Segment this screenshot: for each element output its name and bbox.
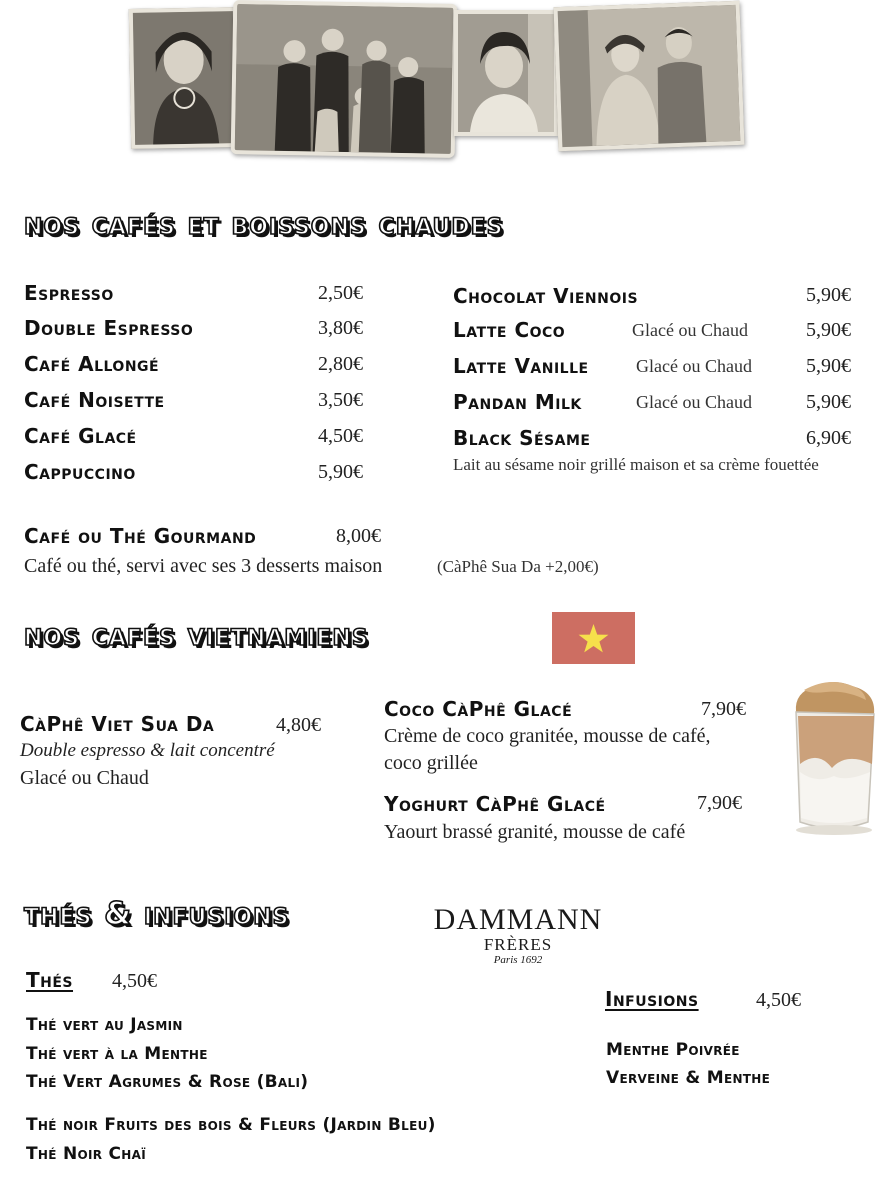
menu-item-yoghurt-caphe-glace: Yoghurt CàPhê Glacé (384, 792, 606, 816)
infusion-item-menthe-poivree: Menthe Poivrée (606, 1040, 740, 1060)
tea-item-noir-chai: Thé Noir Chaï (26, 1144, 146, 1164)
vintage-photo-couple (554, 1, 745, 151)
menu-item-chocolat-viennois: Chocolat Viennois (453, 284, 639, 308)
label-infusions: Infusions (605, 987, 699, 1011)
vintage-photo-family (231, 0, 458, 158)
section-title-hot-drinks: nos cafés et boissons chaudes (24, 206, 504, 242)
price-black-sesame: 6,90€ (806, 427, 851, 449)
price-yoghurt-caphe-glace: 7,90€ (697, 792, 742, 814)
family-group-image (235, 4, 454, 154)
menu-item-latte-vanille: Latte Vanille (453, 354, 589, 378)
price-double-espresso: 3,80€ (318, 317, 363, 339)
price-coco-caphe-glace: 7,90€ (701, 698, 746, 720)
price-chocolat-viennois: 5,90€ (806, 284, 851, 306)
brand-sub: FRÈRES (483, 935, 553, 954)
note-gourmand-extra: (CàPhê Sua Da +2,00€) (437, 557, 599, 576)
desc-gourmand: Café ou thé, servi avec ses 3 desserts maison (24, 555, 383, 577)
price-pandan-milk: 5,90€ (806, 391, 851, 413)
tea-item-vert-agrumes-rose: Thé Vert Agrumes & Rose (Bali) (26, 1072, 309, 1092)
vietnam-flag-icon (552, 612, 635, 664)
dammann-freres-logo (432, 904, 604, 967)
price-cappuccino: 5,90€ (318, 461, 363, 483)
price-espresso: 2,50€ (318, 282, 363, 304)
menu-item-cafe-glace: Café Glacé (24, 424, 137, 448)
menu-item-coco-caphe-glace: Coco CàPhê Glacé (384, 697, 573, 721)
desc-yoghurt-caphe-glace: Yaourt brassé granité, mousse de café (384, 821, 686, 843)
note-latte-vanille: Glacé ou Chaud (636, 356, 752, 376)
tea-item-vert-jasmin: Thé vert au Jasmin (26, 1015, 183, 1035)
section-title-viet-coffees: nos cafés vietnamiens (24, 617, 369, 653)
desc-coco-caphe-glace-1: Crème de coco granitée, mousse de café, (384, 725, 711, 747)
section-title-teas: thés & infusions (24, 896, 290, 932)
price-latte-coco: 5,90€ (806, 319, 851, 341)
menu-item-black-sesame: Black Sésame (453, 426, 591, 450)
price-caphe-viet-sua-da: 4,80€ (276, 714, 321, 736)
portrait-woman-image (133, 11, 235, 145)
desc-black-sesame: Lait au sésame noir grillé maison et sa crème fouettée (453, 455, 819, 474)
menu-item-cafe-noisette: Café Noisette (24, 388, 165, 412)
menu-item-espresso: Espresso (24, 281, 114, 305)
note-caphe-viet-sua-da: Glacé ou Chaud (20, 767, 149, 789)
infusion-item-verveine-menthe: Verveine & Menthe (606, 1068, 771, 1088)
vintage-photo-portrait-2 (454, 10, 558, 136)
price-gourmand: 8,00€ (336, 525, 381, 547)
menu-item-pandan-milk: Pandan Milk (453, 390, 582, 414)
desc-coco-caphe-glace-2: coco grillée (384, 752, 478, 774)
price-infusions: 4,50€ (756, 989, 801, 1011)
brand-tag: Paris 1692 (493, 954, 543, 966)
iced-coffee-glass-image (786, 672, 882, 840)
menu-item-caphe-viet-sua-da: CàPhê Viet Sua Da (20, 712, 215, 736)
brand-name: DAMMANN (433, 903, 603, 936)
portrait-woman-image-2 (458, 14, 554, 132)
menu-item-cafe-allonge: Café Allongé (24, 352, 160, 376)
desc-caphe-viet-sua-da: Double espresso & lait concentré (20, 740, 275, 761)
couple-image (558, 5, 741, 147)
tea-item-noir-fruits-bois: Thé noir Fruits des bois & Fleurs (Jardin Bleu) (26, 1115, 436, 1135)
label-thes: Thés (26, 968, 74, 992)
menu-item-double-espresso: Double Espresso (24, 316, 194, 340)
menu-item-cappuccino: Cappuccino (24, 460, 136, 484)
price-cafe-allonge: 2,80€ (318, 353, 363, 375)
menu-item-cafe-the-gourmand: Café ou Thé Gourmand (24, 524, 257, 548)
price-cafe-noisette: 3,50€ (318, 389, 363, 411)
note-pandan-milk: Glacé ou Chaud (636, 392, 752, 412)
price-cafe-glace: 4,50€ (318, 425, 363, 447)
vintage-photo-portrait-1 (129, 7, 239, 149)
price-latte-vanille: 5,90€ (806, 355, 851, 377)
note-latte-coco: Glacé ou Chaud (632, 320, 748, 340)
tea-item-vert-menthe: Thé vert à la Menthe (26, 1044, 208, 1064)
menu-item-latte-coco: Latte Coco (453, 318, 566, 342)
price-thes: 4,50€ (112, 970, 157, 992)
